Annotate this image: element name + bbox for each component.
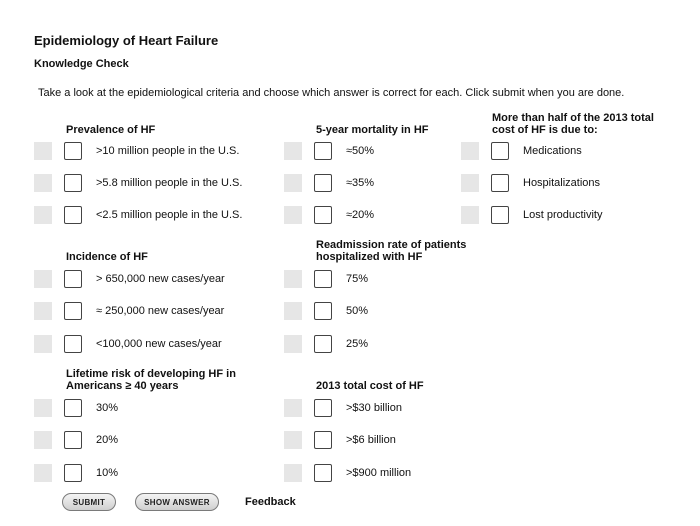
readmission-option-2 [284,299,368,323]
heading-line: More than half of the 2013 total [492,112,654,124]
answer-marker [284,302,302,320]
prevalence-option-2 [34,171,242,195]
readmission-checkbox-2[interactable] [314,302,332,320]
heading-line: Lifetime risk of developing HF in [66,368,236,380]
heading-line: Americans ≥ 40 years [66,380,179,392]
cost-cause-heading [492,112,654,136]
answer-marker [284,335,302,353]
option-label: >$900 million [346,467,412,479]
total-cost-option-1 [284,396,402,420]
option-label: ≈50% [346,145,375,157]
cost-cause-option-3 [461,203,602,227]
mortality-checkbox-2[interactable] [314,174,332,192]
prevalence-option-3 [34,203,242,227]
prevalence-checkbox-3[interactable] [64,206,82,224]
answer-marker [284,142,302,160]
incidence-checkbox-3[interactable] [64,335,82,353]
answer-marker [461,142,479,160]
lifetime-risk-option-3 [34,461,118,485]
answer-marker [34,335,52,353]
option-label: Medications [523,145,582,157]
answer-marker [34,399,52,417]
incidence-heading: Incidence of HF [66,251,148,263]
answer-marker [34,174,52,192]
mortality-checkbox-1[interactable] [314,142,332,160]
option-label: 10% [96,467,119,479]
option-label: 50% [346,305,369,317]
mortality-checkbox-3[interactable] [314,206,332,224]
answer-marker [34,302,52,320]
answer-marker [284,270,302,288]
lifetime-risk-checkbox-3[interactable] [64,464,82,482]
total-cost-heading: 2013 total cost of HF [316,380,424,392]
answer-marker [34,431,52,449]
lifetime-risk-checkbox-1[interactable] [64,399,82,417]
lifetime-risk-checkbox-2[interactable] [64,431,82,449]
readmission-checkbox-3[interactable] [314,335,332,353]
incidence-checkbox-1[interactable] [64,270,82,288]
cost-cause-checkbox-3[interactable] [491,206,509,224]
option-label: >10 million people in the U.S. [96,145,240,157]
prevalence-checkbox-1[interactable] [64,142,82,160]
instructions-text: Take a look at the epidemiological criteria and choose which answer is correct for each. Click submit when you are done. [38,87,625,99]
readmission-heading [316,239,466,263]
heading-line: hospitalized with HF [316,251,423,263]
cost-cause-option-2 [461,171,600,195]
answer-marker [34,464,52,482]
answer-marker [284,431,302,449]
total-cost-checkbox-2[interactable] [314,431,332,449]
prevalence-checkbox-2[interactable] [64,174,82,192]
cost-cause-option-1 [461,139,582,163]
option-label: ≈20% [346,209,375,221]
lifetime-risk-option-2 [34,428,118,452]
answer-marker [34,206,52,224]
readmission-option-3 [284,332,368,356]
readmission-option-1 [284,267,368,291]
option-label: 25% [346,338,369,350]
answer-marker [461,174,479,192]
lifetime-risk-option-1 [34,396,118,420]
page-title: Epidemiology of Heart Failure [34,33,219,48]
option-label: <100,000 new cases/year [96,338,222,350]
option-label: 20% [96,434,119,446]
prevalence-heading: Prevalence of HF [66,124,156,136]
incidence-option-2 [34,299,224,323]
mortality-option-3 [284,203,374,227]
prevalence-option-1 [34,139,239,163]
cost-cause-checkbox-1[interactable] [491,142,509,160]
answer-marker [284,206,302,224]
total-cost-option-3 [284,461,411,485]
option-label: 30% [96,402,119,414]
answer-marker [34,142,52,160]
total-cost-checkbox-3[interactable] [314,464,332,482]
option-label: ≈ 250,000 new cases/year [96,305,225,317]
mortality-heading: 5-year mortality in HF [316,124,429,136]
option-label: Lost productivity [523,209,603,221]
total-cost-checkbox-1[interactable] [314,399,332,417]
option-label: ≈35% [346,177,375,189]
answer-marker [284,399,302,417]
answer-marker [284,464,302,482]
option-label: Hospitalizations [523,177,601,189]
show-answer-button[interactable]: SHOW ANSWER [135,493,219,511]
total-cost-option-2 [284,428,396,452]
option-label: > 650,000 new cases/year [96,273,225,285]
lifetime-risk-heading [66,368,236,392]
incidence-checkbox-2[interactable] [64,302,82,320]
cost-cause-checkbox-2[interactable] [491,174,509,192]
mortality-option-1 [284,139,374,163]
option-label: >$30 billion [346,402,402,414]
option-label: 75% [346,273,369,285]
heading-line: cost of HF is due to: [492,124,598,136]
readmission-checkbox-1[interactable] [314,270,332,288]
incidence-option-3 [34,332,222,356]
option-label: >5.8 million people in the U.S. [96,177,243,189]
heading-line: Readmission rate of patients [316,239,467,251]
incidence-option-1 [34,267,225,291]
option-label: <2.5 million people in the U.S. [96,209,243,221]
answer-marker [461,206,479,224]
feedback-label: Feedback [245,496,296,508]
mortality-option-2 [284,171,374,195]
answer-marker [284,174,302,192]
page-subtitle: Knowledge Check [34,58,129,70]
answer-marker [34,270,52,288]
submit-button[interactable]: SUBMIT [62,493,116,511]
option-label: >$6 billion [346,434,396,446]
